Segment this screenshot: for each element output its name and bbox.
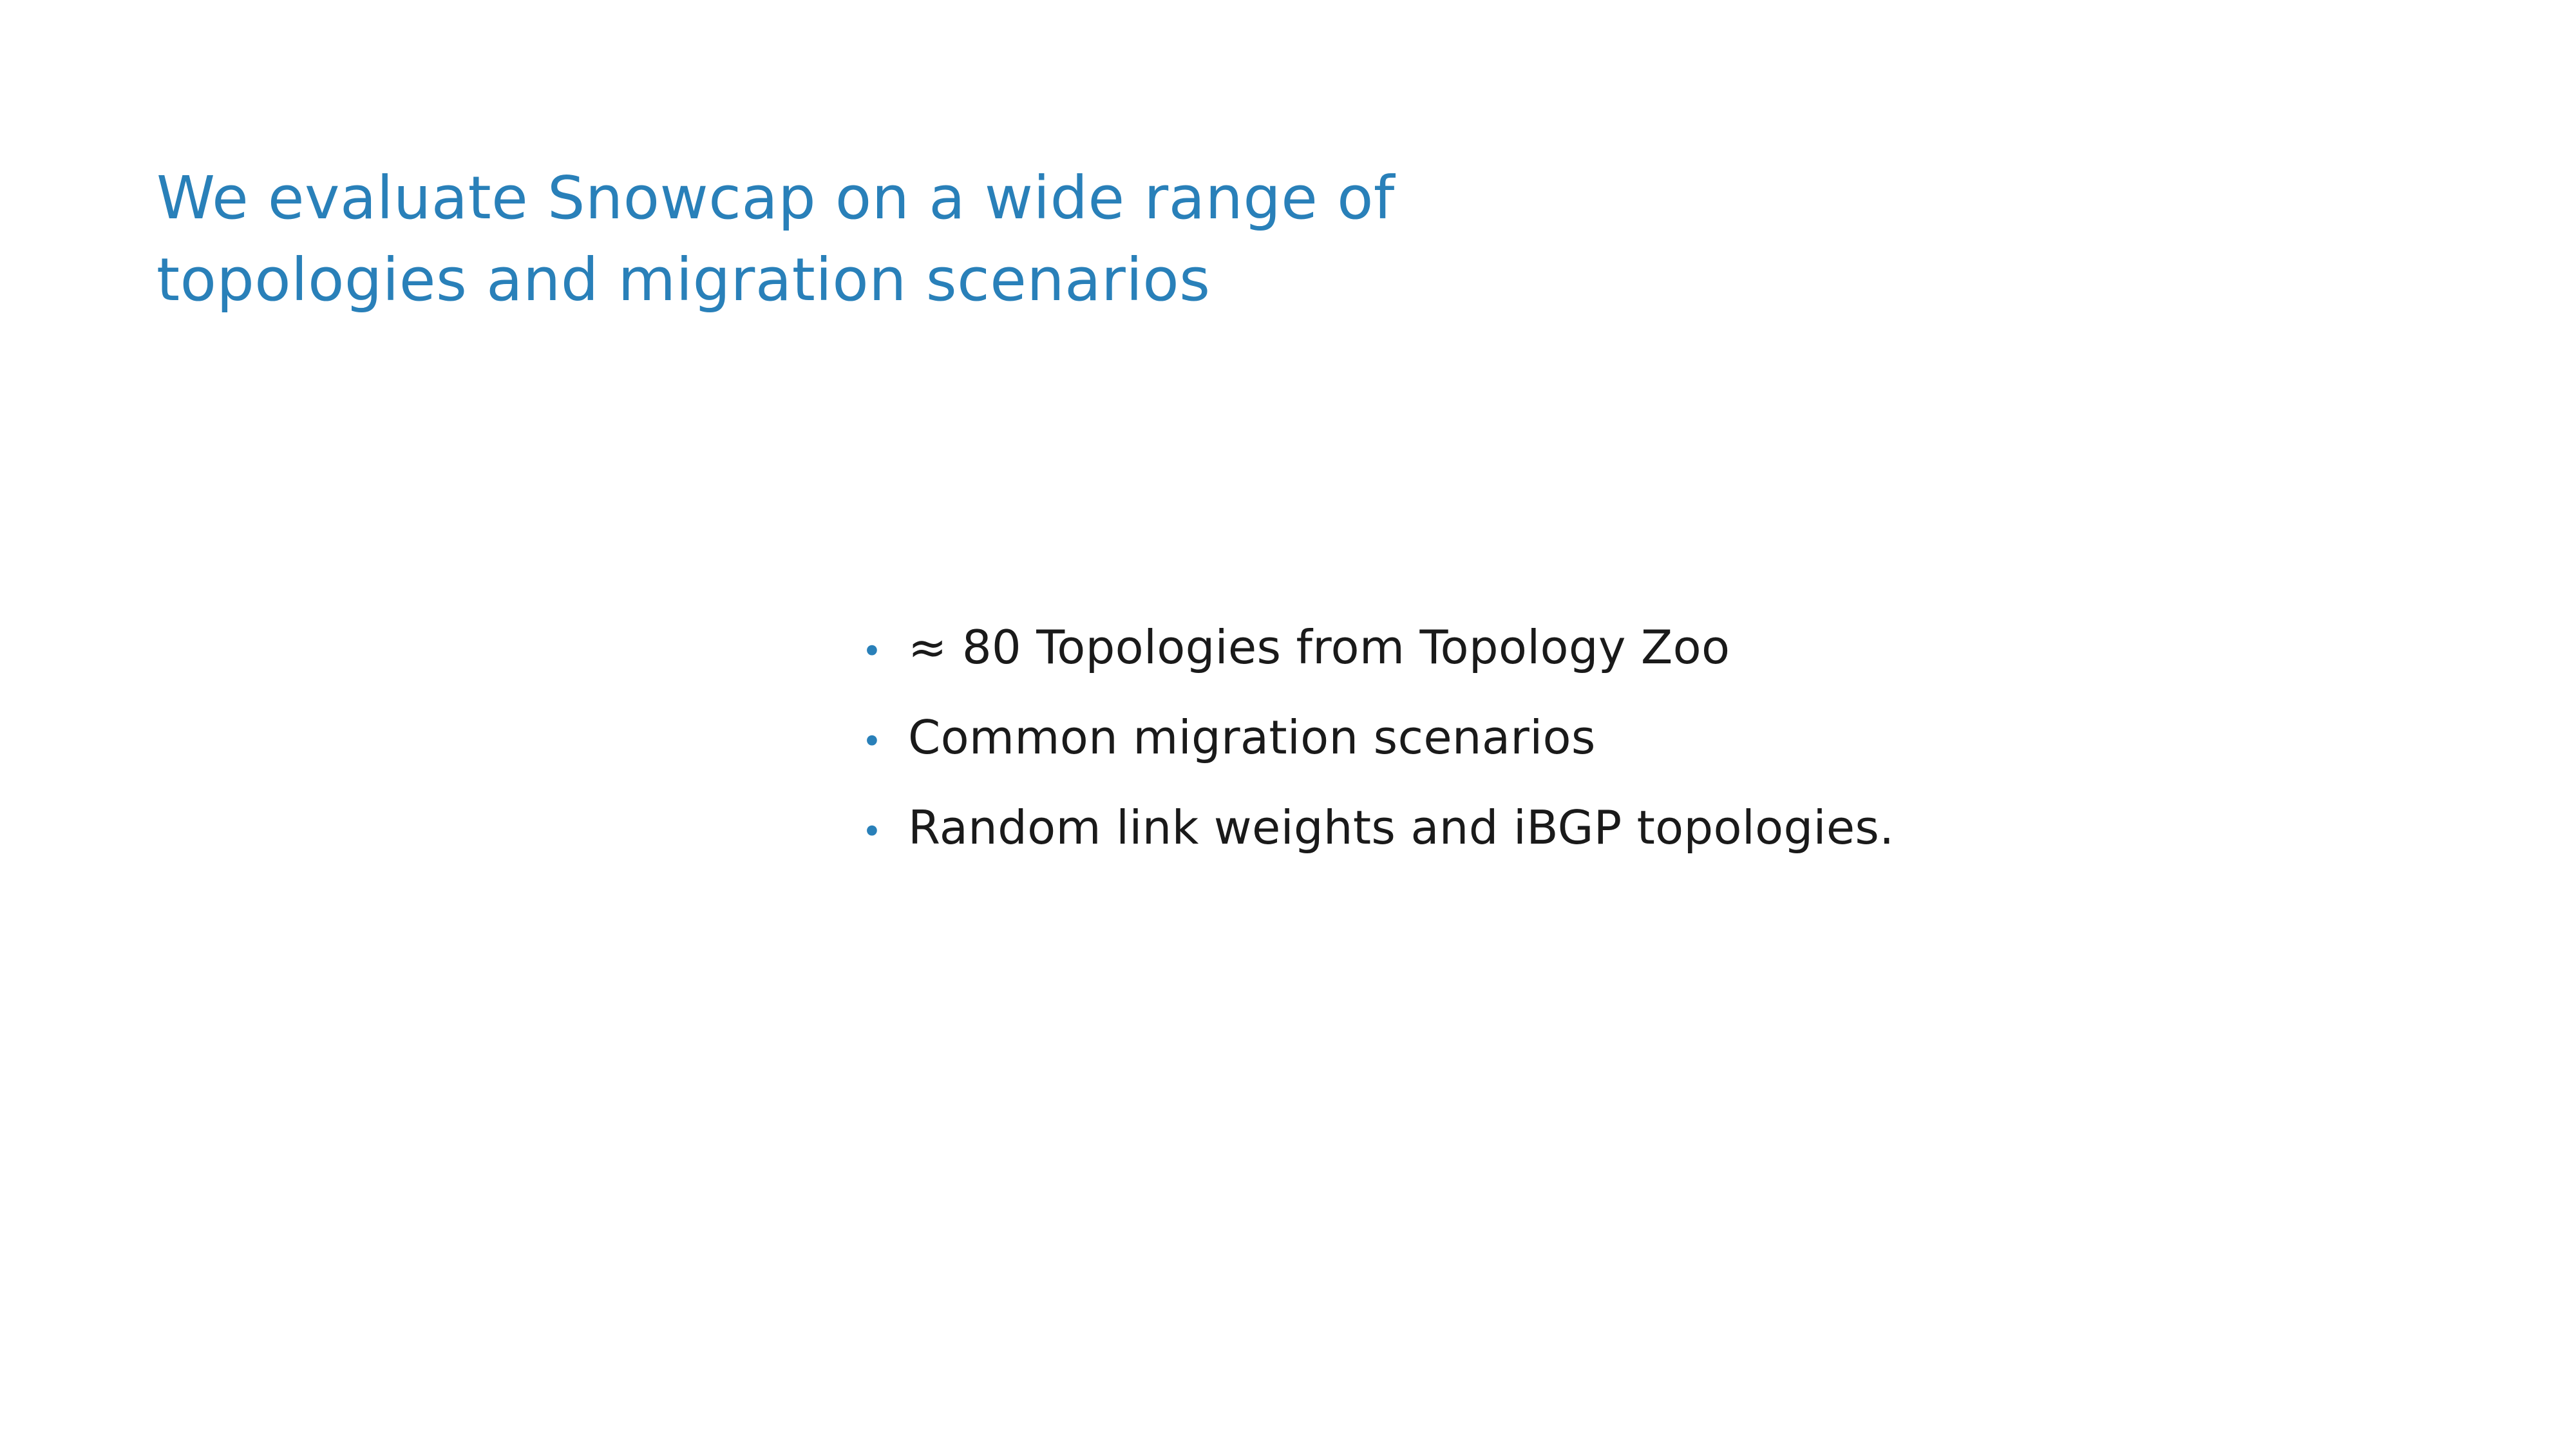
page-title-line-1: We evaluate Snowcap on a wide range of — [156, 164, 1395, 232]
list-item-label: ≈ 80 Topologies from Topology Zoo — [908, 620, 1730, 674]
list-item — [857, 618, 2402, 676]
list-item — [857, 708, 2402, 766]
list-item-label: Random link weights and iBGP topologies. — [908, 800, 1895, 855]
bullet-list — [857, 618, 2402, 889]
bullet-point-icon: • — [862, 721, 882, 762]
list-item — [857, 799, 2402, 857]
bullet-point-icon: • — [862, 811, 882, 852]
page-title — [156, 158, 1766, 321]
list-item-label: Common migration scenarios — [908, 710, 1596, 764]
page-title-line-2: topologies and migration scenarios — [156, 245, 1211, 314]
bullet-point-icon: • — [862, 631, 882, 672]
